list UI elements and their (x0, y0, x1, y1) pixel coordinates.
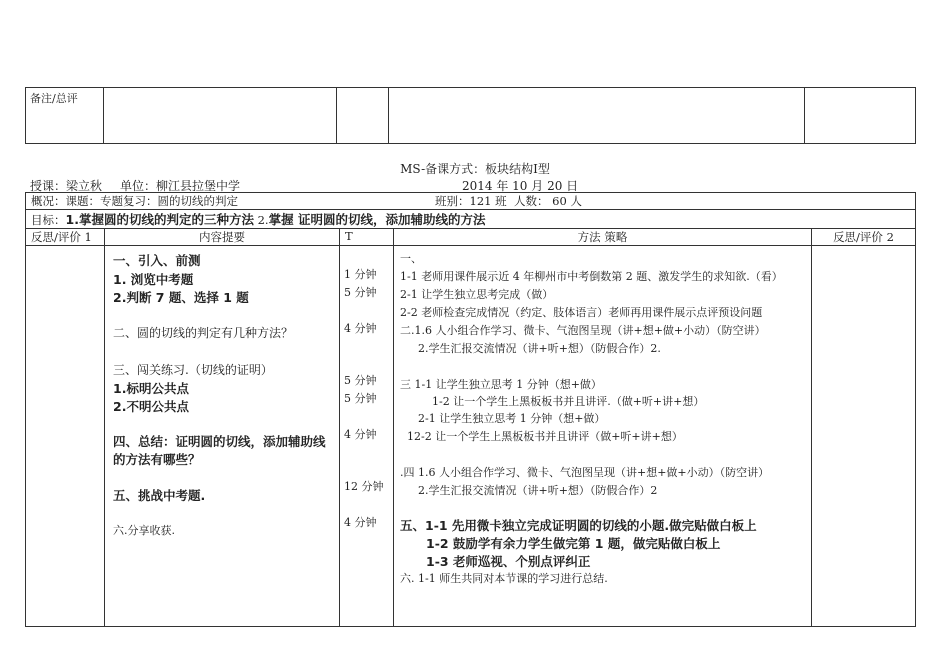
content-item: 四、总结：证明圆的切线，添加辅助线 (113, 434, 326, 449)
remark-label-cell (26, 88, 104, 144)
method-item: 一、 (400, 252, 422, 265)
time-item: 5 分钟 (344, 286, 377, 299)
content-item: 1. 浏览中考题 (113, 272, 194, 287)
remark-cell-5 (805, 88, 916, 144)
method-item: 12-2 让一个学生上黑板板书并且讲评（做+听+讲+想） (407, 430, 683, 443)
content-item: 六.分享收获. (113, 524, 175, 537)
col-method-label: 方法 策略 (577, 230, 628, 244)
reflect2-cell (812, 246, 916, 627)
time-item: 4 分钟 (344, 322, 377, 335)
time-item: 1 分钟 (344, 268, 377, 281)
time-cell (340, 246, 394, 627)
col-reflect2-label: 反思/评价 2 (833, 230, 894, 244)
method-item: 1-2 让一个学生上黑板板书并且讲评.（做+听+讲+想） (432, 395, 705, 408)
method-item: 六. 1-1 师生共同对本节课的学习进行总结. (400, 572, 608, 585)
remark-cell-3 (337, 88, 389, 144)
col-header-reflect2 (812, 229, 916, 246)
lesson-date: 2014 年 10 月 20 日 (462, 179, 579, 193)
content-item: 1.标明公共点 (113, 381, 189, 396)
lesson-plan-table (25, 192, 916, 627)
content-item: 2.不明公共点 (113, 399, 189, 414)
overview-row (26, 193, 916, 210)
goal-prefix: 目标： (31, 213, 66, 227)
content-item: 2.判断 7 题、选择 1 题 (113, 290, 249, 305)
time-item: 5 分钟 (344, 392, 377, 405)
goal-mid: 2. (253, 213, 269, 227)
method-item: 五、1-1 先用微卡独立完成证明圆的切线的小题.做完贴做白板上 (400, 518, 757, 533)
remark-cell-4 (389, 88, 805, 144)
content-item: 二、圆的切线的判定有几种方法？ (113, 326, 294, 340)
goal-row (26, 210, 916, 229)
people-count: 人数： 60 人 (514, 194, 582, 208)
col-header-content (105, 229, 340, 246)
content-item: 一、引入、前测 (113, 253, 201, 268)
method-item: .四 1.6 人小组合作学习、微卡、气泡图呈现（讲+想+做+小动）（防空讲） (400, 466, 770, 479)
teacher-name: 授课：梁立秋 (30, 179, 103, 193)
col-content-label: 内容提要 (199, 230, 245, 244)
class-info: 班别：121 班 (435, 194, 507, 208)
school-unit: 单位：柳江县拉堡中学 (120, 179, 241, 193)
method-cell (394, 246, 812, 627)
method-item: 三 1-1 让学生独立思考 1 分钟（想+做） (400, 378, 602, 391)
time-item: 4 分钟 (344, 428, 377, 441)
reflect1-cell (26, 246, 105, 627)
method-item: 2-1 让学生独立思考 1 分钟（想+做） (418, 412, 606, 425)
remark-label: 备注/总评 (30, 92, 78, 105)
method-item: 2.学生汇报交流情况（讲+听+想）（防假合作）2 (418, 484, 658, 497)
time-item: 12 分钟 (344, 480, 384, 493)
content-cell (105, 246, 340, 627)
time-item: 5 分钟 (344, 374, 377, 387)
goal-part2: 掌握 证明圆的切线，添加辅助线的方法 (268, 212, 486, 227)
method-item: 2.学生汇报交流情况（讲+听+想）（防假合作）2. (418, 342, 661, 355)
content-item: 三、闯关练习.（切线的证明） (113, 363, 273, 377)
col-time-label: T (345, 229, 353, 243)
remark-table (25, 87, 916, 144)
col-header-method (394, 229, 812, 246)
remark-cell-2 (104, 88, 337, 144)
method-item: 2-1 让学生独立思考完成（做） (400, 288, 554, 301)
content-item: 的方法有哪些？ (113, 452, 201, 467)
method-item: 1-2 鼓励学有余力学生做完第 1 题，做完贴做白板上 (426, 536, 721, 551)
overview-text: 概况：课题：专题复习：圆的切线的判定 (31, 194, 238, 208)
col-header-reflect1 (26, 229, 105, 246)
document-title: MS-备课方式：板块结构Ⅰ型 (400, 162, 550, 176)
goal-part1: 1.掌握圆的切线的判定的三种方法 (65, 212, 254, 227)
time-item: 4 分钟 (344, 516, 377, 529)
col-header-time (340, 229, 394, 246)
content-item: 五、挑战中考题. (113, 488, 206, 503)
method-item: 二.1.6 人小组合作学习、微卡、气泡图呈现（讲+想+做+小动）（防空讲） (400, 324, 766, 337)
method-item: 1-3 老师巡视、个别点评纠正 (426, 554, 591, 569)
method-item: 2-2 老师检查完成情况（约定、肢体语言）老师再用课件展示点评预设问题 (400, 306, 763, 319)
col-reflect1-label: 反思/评价 1 (31, 230, 92, 244)
method-item: 1-1 老师用课件展示近 4 年柳州市中考倒数第 2 题、激发学生的求知欲.（看） (400, 270, 783, 283)
